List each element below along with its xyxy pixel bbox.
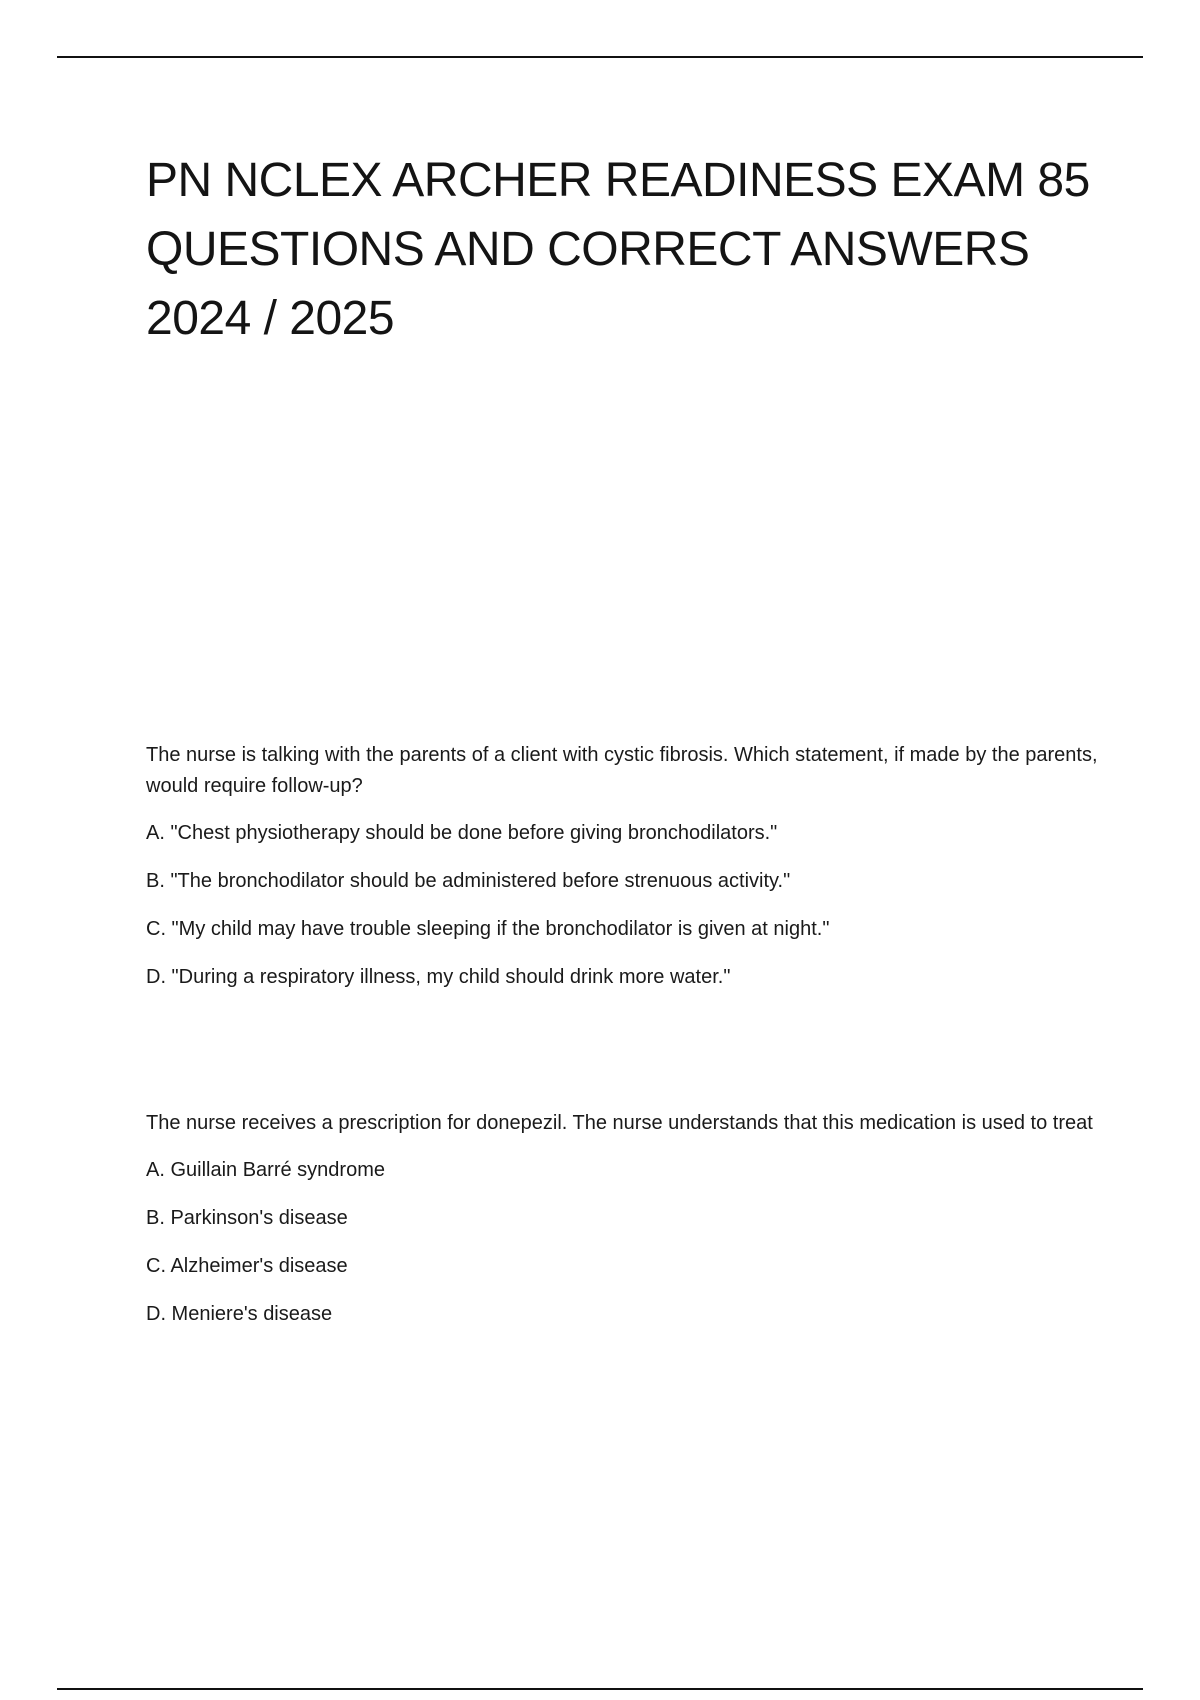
answer-option-b: B. Parkinson's disease bbox=[146, 1207, 348, 1229]
answer-option-a: A. "Chest physiotherapy should be done before giving bronchodilators." bbox=[146, 822, 778, 844]
question-1 bbox=[146, 740, 1106, 1010]
document-title: PN NCLEX ARCHER READINESS EXAM 85 QUESTIONS AND CORRECT ANSWERS 2024 / 2025 bbox=[146, 154, 1090, 345]
question-stem: The nurse receives a prescription for donepezil. The nurse understands that this medication is used to treat bbox=[146, 1112, 1093, 1134]
bottom-rule bbox=[57, 1688, 1143, 1690]
answer-option-b: B. "The bronchodilator should be administered before strenuous activity." bbox=[146, 870, 791, 892]
top-rule bbox=[57, 56, 1143, 58]
question-2 bbox=[146, 1108, 1106, 1347]
answer-options bbox=[146, 818, 1106, 992]
answer-option-a: A. Guillain Barré syndrome bbox=[146, 1159, 385, 1181]
answer-option-c: C. Alzheimer's disease bbox=[146, 1255, 348, 1277]
answer-option-c: C. "My child may have trouble sleeping if the bronchodilator is given at night." bbox=[146, 918, 830, 940]
answer-options bbox=[146, 1155, 1106, 1329]
answer-option-d: D. "During a respiratory illness, my child should drink more water." bbox=[146, 966, 731, 988]
question-stem: The nurse is talking with the parents of a client with cystic fibrosis. Which statement, if made by the parents, would require follow-up? bbox=[146, 744, 1098, 797]
answer-option-d: D. Meniere's disease bbox=[146, 1303, 333, 1325]
